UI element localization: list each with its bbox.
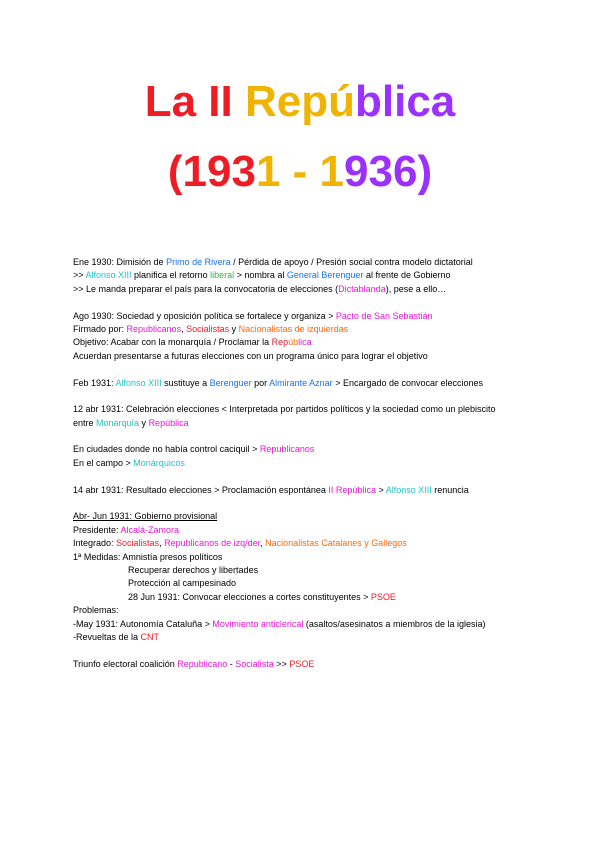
text-run: Ago 1930: Sociedad y oposición política se fortalece y organiza > bbox=[73, 310, 336, 321]
highlighted-term: Republicanos bbox=[126, 323, 182, 334]
text-run: y bbox=[229, 323, 239, 334]
text-run: Ene 1930: Dimisión de bbox=[73, 257, 167, 267]
text-run: entre bbox=[73, 417, 97, 428]
text-run: - bbox=[227, 658, 236, 669]
document-body bbox=[73, 256, 563, 671]
text-run: , bbox=[159, 538, 165, 549]
page-title-line-1 bbox=[0, 76, 600, 128]
text-run: Triunfo electoral coalición bbox=[73, 658, 178, 669]
title-segment: II bbox=[208, 77, 245, 126]
text-line bbox=[73, 484, 563, 497]
text-line bbox=[73, 510, 563, 523]
text-run: sustituye a bbox=[161, 377, 210, 388]
highlighted-term: Dictablanda bbox=[338, 283, 386, 294]
text-run: >> bbox=[73, 270, 86, 281]
text-run: Acuerdan presentarse a futuras elecciones con un programa único para lograr el objetivo bbox=[73, 350, 428, 361]
text-line bbox=[73, 551, 563, 564]
text-run: Feb 1931: bbox=[73, 377, 116, 388]
highlighted-term: lica bbox=[298, 337, 312, 348]
paragraph bbox=[73, 484, 563, 497]
title-segment: Rep bbox=[244, 77, 329, 126]
title-segment: 1 - 1 bbox=[255, 147, 345, 196]
paragraph bbox=[73, 256, 563, 296]
text-run: 12 abr 1931: Celebración elecciones < Interpretada por partidos políticos y la sociedad como un plebiscito bbox=[73, 404, 496, 415]
highlighted-term: Nacionalistas de izquierdas bbox=[238, 323, 349, 334]
title-segment: ú bbox=[328, 77, 355, 126]
highlighted-term: Republicanos bbox=[259, 444, 315, 455]
text-run: Integrado: bbox=[73, 538, 117, 549]
text-line bbox=[73, 256, 563, 269]
highlighted-term: Rep bbox=[271, 337, 289, 348]
text-run: renuncia bbox=[431, 484, 469, 495]
highlighted-term: Monarquía bbox=[96, 417, 140, 428]
paragraph bbox=[73, 403, 563, 430]
highlighted-term: Socialistas bbox=[116, 538, 160, 549]
text-run: En el campo > bbox=[73, 457, 134, 468]
highlighted-term: Alfonso XIII bbox=[115, 377, 162, 388]
text-run: 28 Jun 1931: Convocar elecciones a cortes constituyentes > bbox=[128, 591, 371, 602]
text-run: 1ª Medidas: Amnistía presos políticos bbox=[73, 551, 223, 562]
highlighted-term: República bbox=[148, 417, 189, 428]
highlighted-term: Monárquicos bbox=[133, 457, 185, 468]
title-segment: blica bbox=[355, 77, 456, 126]
paragraph-spacer bbox=[73, 296, 563, 309]
text-line bbox=[73, 323, 563, 336]
text-run: , bbox=[181, 323, 187, 334]
paragraph-spacer bbox=[73, 363, 563, 376]
text-line bbox=[73, 524, 563, 537]
text-line bbox=[73, 310, 563, 323]
highlighted-term: Movimiento anticlerical bbox=[212, 618, 304, 629]
text-line bbox=[73, 269, 563, 282]
text-run: -Revueltas de la bbox=[73, 631, 141, 642]
text-run: > bbox=[375, 484, 386, 495]
paragraph-spacer bbox=[73, 644, 563, 657]
highlighted-term: Alcalá-Zamora bbox=[120, 524, 180, 535]
text-line bbox=[73, 631, 563, 644]
text-line bbox=[73, 403, 563, 416]
paragraph bbox=[73, 510, 563, 644]
highlighted-term: liberal bbox=[210, 270, 235, 281]
title-segment: 193 bbox=[182, 147, 256, 196]
text-run: >> bbox=[273, 658, 290, 669]
text-run: > nombra al bbox=[234, 270, 287, 281]
text-line bbox=[73, 537, 563, 550]
highlighted-term: Alfonso XIII bbox=[85, 270, 132, 281]
text-run: Abr- Jun 1931: Gobierno provisional bbox=[73, 511, 218, 522]
title-segment: ) bbox=[417, 147, 433, 196]
highlighted-term: PSOE bbox=[289, 658, 315, 669]
text-line bbox=[73, 417, 563, 430]
highlighted-term: Almirante Aznar bbox=[269, 377, 333, 388]
title-segment: ( bbox=[167, 147, 183, 196]
highlighted-term: Socialista bbox=[235, 658, 274, 669]
text-line bbox=[73, 336, 563, 349]
paragraph bbox=[73, 377, 563, 390]
text-run: En ciudades donde no había control caciquil > bbox=[73, 444, 260, 455]
highlighted-term: Nacionalistas Catalanes y Gallegos bbox=[265, 538, 407, 549]
highlighted-term: General Berenguer bbox=[286, 270, 364, 281]
paragraph-spacer bbox=[73, 497, 563, 510]
highlighted-term: Republicano bbox=[177, 658, 228, 669]
paragraph bbox=[73, 443, 563, 470]
paragraph-spacer bbox=[73, 430, 563, 443]
text-run: Problemas: bbox=[73, 605, 119, 616]
text-line bbox=[73, 604, 563, 617]
text-run: > Encargado de convocar elecciones bbox=[332, 377, 484, 388]
text-line bbox=[73, 283, 563, 296]
text-run: y bbox=[139, 417, 149, 428]
highlighted-term: úb bbox=[288, 337, 299, 348]
text-run: ), pese a ello… bbox=[385, 283, 447, 294]
highlighted-term: Socialistas bbox=[186, 323, 230, 334]
text-run: / Pérdida de apoyo / Presión social contra modelo dictatorial bbox=[230, 257, 473, 267]
text-run: (asaltos/asesinatos a miembros de la iglesia) bbox=[303, 618, 486, 629]
paragraph bbox=[73, 310, 563, 364]
highlighted-term: Republicanos de izq/der bbox=[164, 538, 261, 549]
page-title-line-2 bbox=[0, 146, 600, 198]
highlighted-term: Pacto de San Sebastián bbox=[335, 310, 433, 321]
paragraph-spacer bbox=[73, 390, 563, 403]
text-run: >> Le manda preparar el país para la convocatoria de elecciones ( bbox=[73, 283, 339, 294]
text-run: al frente de Gobierno bbox=[363, 270, 451, 281]
text-run: Presidente: bbox=[73, 524, 121, 535]
text-line bbox=[73, 350, 563, 363]
title-segment: La bbox=[144, 77, 209, 126]
paragraph bbox=[73, 658, 563, 671]
text-run: , bbox=[260, 538, 266, 549]
text-run: Firmado por: bbox=[73, 323, 127, 334]
text-line bbox=[73, 591, 563, 604]
text-run: Protección al campesinado bbox=[128, 578, 237, 589]
paragraph-spacer bbox=[73, 470, 563, 483]
highlighted-term: PSOE bbox=[370, 591, 396, 602]
highlighted-term: Alfonso XIII bbox=[385, 484, 432, 495]
highlighted-term: Primo de Rivera bbox=[166, 257, 231, 267]
text-line bbox=[73, 564, 563, 577]
highlighted-term: CNT bbox=[140, 631, 160, 642]
text-run: Objetivo: Acabar con la monarquía / Proclamar la bbox=[73, 337, 272, 348]
text-run: por bbox=[251, 377, 270, 388]
highlighted-term: II República bbox=[328, 484, 376, 495]
text-run: 14 abr 1931: Resultado elecciones > Proclamación espontánea bbox=[73, 484, 329, 495]
text-line bbox=[73, 443, 563, 456]
highlighted-term: Berenguer bbox=[209, 377, 252, 388]
text-line bbox=[73, 457, 563, 470]
text-run: planifica el retorno bbox=[131, 270, 211, 281]
title-segment: 936 bbox=[344, 147, 418, 196]
text-line bbox=[73, 377, 563, 390]
text-line bbox=[73, 618, 563, 631]
text-line bbox=[73, 577, 563, 590]
text-line bbox=[73, 658, 563, 671]
text-run: -May 1931: Autonomía Cataluña > bbox=[73, 618, 213, 629]
text-run: Recuperar derechos y libertades bbox=[128, 564, 259, 575]
